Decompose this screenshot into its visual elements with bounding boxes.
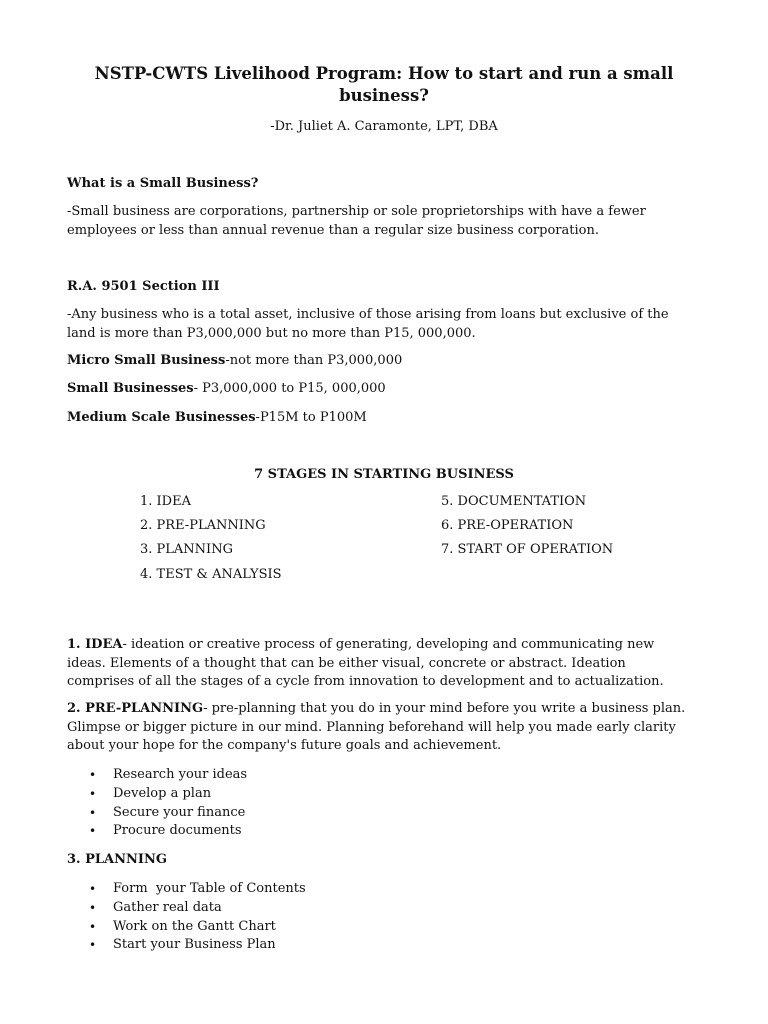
stages-heading: 7 STAGES IN STARTING BUSINESS <box>254 467 514 482</box>
list-item-text: Secure your finance <box>113 804 246 820</box>
list-item <box>67 899 306 918</box>
stage-item: 5. DOCUMENTATION <box>441 494 587 509</box>
document-title: NSTP-CWTS Livelihood Program: How to start and run a small business? <box>94 64 674 105</box>
stage-item: 3. PLANNING <box>140 542 233 557</box>
bullet-icon: • <box>89 900 97 915</box>
small-business-heading: What is a Small Business? <box>67 176 259 191</box>
small-businesses-line <box>67 380 697 399</box>
list-item <box>67 766 247 785</box>
list-item <box>67 785 247 804</box>
preplanning-text: - pre-planning that you do in your mind before you write a business plan. Glimpse or bigger picture in our mind. Planning beforehand will help you made early clarity about your hope for the company's future goals and achievement. <box>67 701 686 754</box>
preplanning-label: 2. PRE-PLANNING <box>67 701 204 716</box>
small-business-definition: -Small business are corporations, partnership or sole proprietorships with have a fewer employees or less than annual revenue than a regular size business corporation. <box>67 204 646 238</box>
medium-businesses-line <box>67 409 697 428</box>
bullet-icon: • <box>89 919 97 934</box>
idea-label: 1. IDEA <box>67 637 123 652</box>
ra9501-text: -Any business who is a total asset, inclusive of those arising from loans but exclusive of the land is more than P3,000,000 but no more than P15, 000,000. <box>67 307 669 341</box>
document-author: -Dr. Juliet A. Caramonte, LPT, DBA <box>270 119 498 134</box>
stage-item: 6. PRE-OPERATION <box>441 518 574 533</box>
idea-paragraph <box>67 636 697 692</box>
list-item <box>67 880 306 899</box>
list-item-text: Procure documents <box>113 823 242 839</box>
medium-businesses-value: -P15M to P100M <box>255 410 367 425</box>
bullet-icon: • <box>89 824 97 839</box>
bullet-icon: • <box>89 938 97 953</box>
list-item <box>67 918 306 937</box>
list-item <box>67 822 247 841</box>
list-item-text: Develop a plan <box>113 785 212 801</box>
small-businesses-value: - P3,000,000 to P15, 000,000 <box>193 381 386 396</box>
preplanning-bullet-list <box>67 766 247 841</box>
planning-bullet-list <box>67 880 306 955</box>
list-item-text: Form your Table of Contents <box>113 881 306 896</box>
bullet-icon: • <box>89 805 97 820</box>
small-businesses-label: Small Businesses <box>67 381 194 396</box>
list-item <box>67 804 247 823</box>
micro-business-label: Micro Small Business <box>67 353 226 368</box>
list-item-text: Gather real data <box>113 899 222 915</box>
stage-item: 2. PRE-PLANNING <box>140 518 266 533</box>
ra9501-heading: R.A. 9501 Section III <box>67 279 220 294</box>
stage-item: 7. START OF OPERATION <box>441 542 614 557</box>
micro-business-line <box>67 352 697 371</box>
list-item <box>67 936 306 955</box>
idea-text: - ideation or creative process of generating, developing and communicating new ideas. Elements of a thought that can be either visual, concrete or abstract. Ideation comprises of all the stages of a cycle from innovation to development and to actualization. <box>67 637 664 690</box>
list-item-text: Work on the Gantt Chart <box>113 918 276 934</box>
bullet-icon: • <box>89 882 97 896</box>
list-item-text: Start your Business Plan <box>113 937 276 953</box>
micro-business-value: -not more than P3,000,000 <box>225 353 403 368</box>
bullet-icon: • <box>89 786 97 801</box>
list-item-text: Research your ideas <box>113 767 248 782</box>
bullet-icon: • <box>89 768 97 782</box>
planning-heading: 3. PLANNING <box>67 852 167 867</box>
medium-businesses-label: Medium Scale Businesses <box>67 410 256 425</box>
stage-item: 4. TEST & ANALYSIS <box>140 567 282 582</box>
stage-item: 1. IDEA <box>140 494 191 509</box>
preplanning-paragraph <box>67 700 697 756</box>
